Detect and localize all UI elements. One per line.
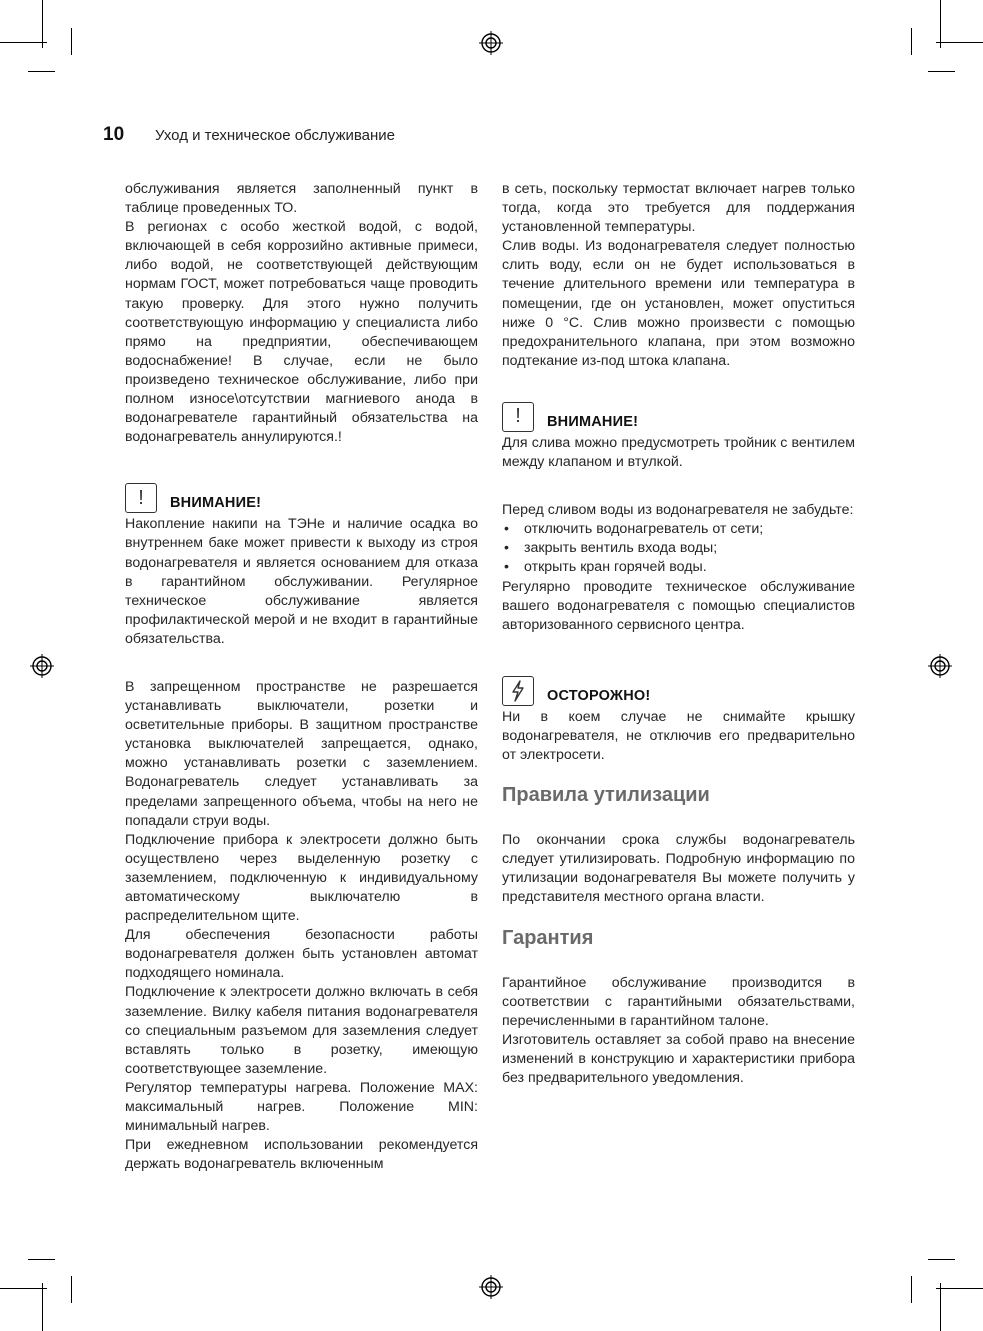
warning-callout <box>502 402 855 432</box>
registration-mark-icon <box>479 31 503 55</box>
crop-mark <box>911 28 912 55</box>
crop-mark <box>936 42 983 43</box>
paragraph: в сеть, поскольку термостат включает нагрев только тогда, когда это требуется для поддержания установленной температуры. <box>502 181 855 236</box>
paragraph: По окончании срока службы водонагреватель следует утилизировать. Подробную информацию по утилизации водонагревателя Вы можете получить у представителя местного органа власти. <box>502 832 855 906</box>
warning-text: Накопление накипи на ТЭНе и наличие осадка во внутреннем баке может привести к выходу из строя водонагревателя и является основанием для отказа в гарантийном обслуживании. Регулярное техническое обслуживание является профилактической мерой и не входит в гарантийные обязательства. <box>125 516 478 647</box>
paragraph: Изготовитель оставляет за собой право на внесение изменений в конструкцию и характеристики прибора без предварительного уведомления. <box>502 1031 855 1087</box>
crop-mark <box>71 1276 72 1303</box>
paragraph: Регулярно проводите техническое обслуживание вашего водонагревателя с помощью специалистов авторизованного сервисного центра. <box>502 578 855 633</box>
paragraph: Слив воды. Из водонагревателя следует полностью слить воду, если он не будет использоваться в течение длительного времени или температура в помещении, где он установлен, может опуститься ниже 0 °С. Слив можно произвести с помощью предохранительного клапана, при этом возможно подтекание из-под штока клапана. <box>502 238 855 369</box>
list-item: • отключить водонагреватель от сети; <box>502 520 855 539</box>
section-heading-disposal: Правила утилизации <box>502 784 710 807</box>
warning-title: ВНИМАНИЕ! <box>170 495 262 512</box>
paragraph: Регулятор температуры нагрева. Положение MAX: максимальный нагрев. Положение MIN: минимальный нагрев. <box>125 1079 478 1135</box>
crop-mark <box>928 1259 955 1260</box>
crop-mark <box>0 42 47 43</box>
registration-mark-icon <box>928 654 952 678</box>
page-section-title: Уход и техническое обслуживание <box>155 127 396 144</box>
paragraph: Перед сливом воды из водонагревателя не забудьте: <box>502 502 854 519</box>
caution-callout <box>502 676 855 706</box>
crop-mark <box>928 71 955 72</box>
list-item: • закрыть вентиль входа воды; <box>502 539 855 558</box>
warning-text: Для слива можно предусмотреть тройник с вентилем между клапаном и втулкой. <box>502 434 855 471</box>
list-item: • открыть кран горячей воды. <box>502 558 855 577</box>
paragraph: Подключение прибора к электросети должно быть осуществлено через выделенную розетку с заземлением, подключенную к индивидуальному автоматическому выключателю в распределительном щите. <box>125 831 478 925</box>
drain-checklist <box>502 520 855 577</box>
paragraph: В запрещенном пространстве не разрешается устанавливать выключатели, розетки и осветительные приборы. В защитном пространстве установка выключателей запрещается, однако, можно устанавливать розетки с заземлением. Водонагреватель следует устанавливать за пределами запрещенного объема, чтобы на него не попадали струи воды. <box>125 678 478 829</box>
left-column <box>125 180 478 1174</box>
crop-mark <box>936 1288 983 1289</box>
paragraph: обслуживания является заполненный пункт в таблице проведенных ТО. <box>125 181 478 217</box>
paragraph: При ежедневном использовании рекомендуется держать водонагреватель включенным <box>125 1137 478 1173</box>
crop-mark <box>0 1288 47 1289</box>
crop-mark <box>42 0 43 48</box>
paragraph: В регионах с особо жесткой водой, с водой, включающей в себя коррозийно активные примеси, либо водой, не соответствующей действующим нормам ГОСТ, может потребоваться чаще проводить такую проверку. Для этого нужно получить соответствующую информацию у специалиста либо прямо на предприятии, обеспечивающем водоснабжение! В случае, если не было произведено техническое обслуживание, либо при полном износе\отсутствии магниевого анода в водонагревателе гарантийный обязательства на водонагреватель аннулируются.! <box>125 219 478 446</box>
paragraph: Гарантийное обслуживание производится в соответствии с гарантийными обязательствами, перечисленными в гарантийном талоне. <box>502 974 855 1029</box>
paragraph: Для обеспечения безопасности работы водонагревателя должен быть установлен автомат подходящего номинала. <box>125 927 478 982</box>
page-number: 10 <box>103 124 125 145</box>
crop-mark <box>940 1283 941 1331</box>
registration-mark-icon <box>479 1275 503 1299</box>
caution-text: Ни в коем случае не снимайте крышку водонагревателя, не отключив его предварительно от электросети. <box>502 708 855 763</box>
exclamation-icon: ! <box>502 402 534 432</box>
crop-mark <box>28 1259 55 1260</box>
registration-mark-icon <box>30 654 54 678</box>
caution-title: ОСТОРОЖНО! <box>547 687 651 704</box>
paragraph: Подключение к электросети должно включать в себя заземление. Вилку кабеля питания водонагревателя со специальным разъемом для заземления следует вставлять только в розетку, имеющую соответствующее заземление. <box>125 984 478 1077</box>
warning-callout <box>125 483 478 513</box>
crop-mark <box>940 0 941 48</box>
warning-title: ВНИМАНИЕ! <box>547 413 639 430</box>
crop-mark <box>71 28 72 55</box>
lightning-icon <box>502 676 534 706</box>
right-column <box>502 180 855 1088</box>
section-heading-warranty: Гарантия <box>502 926 594 949</box>
crop-mark <box>911 1276 912 1303</box>
exclamation-icon: ! <box>125 483 157 513</box>
crop-mark <box>42 1283 43 1331</box>
crop-mark <box>28 71 55 72</box>
